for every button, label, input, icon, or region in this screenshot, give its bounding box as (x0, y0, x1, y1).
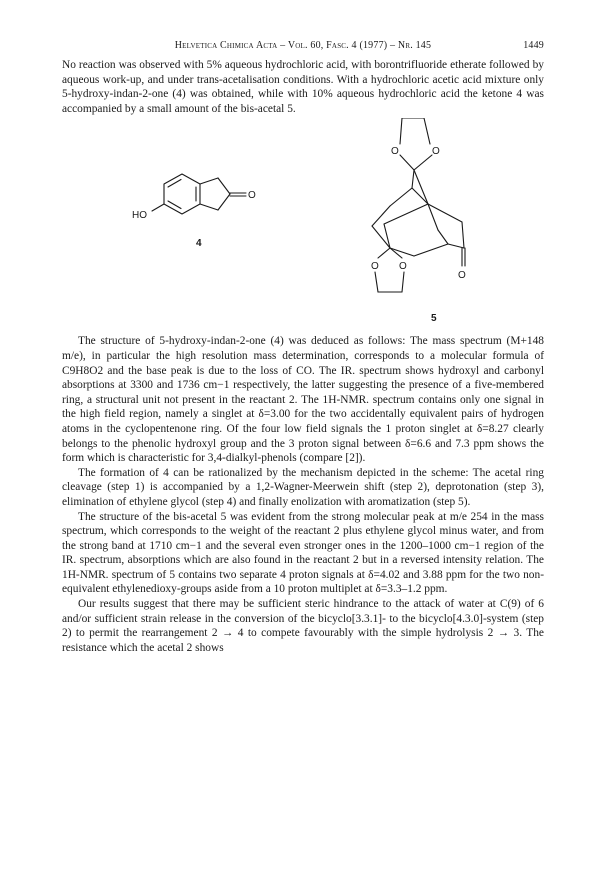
compound-4-structure (132, 174, 256, 249)
atom-oxygen: O (432, 146, 440, 158)
atom-oxygen: O (458, 270, 466, 282)
atom-oxygen: O (391, 146, 399, 158)
structure-figure (62, 118, 544, 328)
paragraph-2: The structure of 5-hydroxy-indan-2-one (4) was deduced as follows: The mass spectrum (M+148 m/e), in particular the high resolution mass determination, corresponds to a molecular formula of C9H8O2 and the base peak is due to the loss of CO. The IR. spectrum shows hydroxyl and carbonyl absorptions at 3300 and 1736 cm−1 respectively, the latter suggesting the presence of a five-membered ring, a structural unit not present in the reactant 2. The 1H-NMR. spectrum contains only one signal in the high field region, namely a singlet at δ=3.00 for the two accidentally equivalent pairs of hydrogen atoms in the cyclopentenone ring. Of the four low field signals the 1 proton singlet at δ=8.27 clearly belongs to the phenolic hydroxyl group and the 3 proton signal between δ=6.6 and 7.3 ppm shows the form which is characteristic for 3,4-dialkyl-phenols (compare [2]). (62, 335, 544, 465)
compound-5-structure (371, 118, 466, 324)
paragraph-5: Our results suggest that there may be sufficient steric hindrance to the attack of water at C(9) of 6 and/or sufficient strain release in the conversion of the bicyclo[3.3.1]- to the bicyclo[4.3.0]-system (step 2) to permit the rearrangement 2 → 4 to compete favourably with the simple hydrolysis 2 → 3. The resistance which the acetal 2 shows (62, 598, 544, 654)
running-header (62, 40, 544, 58)
journal-citation: Helvetica Chimica Acta – Vol. 60, Fasc. 4 (1977) – Nr. 145 (174, 40, 432, 51)
compound-5-label: 5 (431, 313, 437, 325)
benzene-ring (164, 174, 200, 214)
atom-oxygen: O (248, 190, 256, 202)
atom-oxygen: O (399, 261, 407, 273)
atom-oxygen: O (371, 261, 379, 273)
compound-4-label: 4 (196, 238, 202, 250)
chemical-structures (62, 118, 544, 328)
journal-page (62, 40, 544, 655)
paragraph-1: No reaction was observed with 5% aqueous hydrochloric acid, with borontrifluoride etherate followed by aqueous work-up, and under trans-acetalisation conditions. With a hydrochloric acetic acid mixture only 5-hydroxy-indan-2-one (4) was obtained, while with 10% aqueous hydrochloric acid the ketone 4 was accompanied by a small amount of the bis-acetal 5. (62, 59, 544, 115)
atom-hydroxyl: HO (132, 210, 147, 222)
paragraph-3: The formation of 4 can be rationalized by the mechanism depicted in the scheme: The acetal ring cleavage (step 1) is accompanied by a 1,2-Wagner-Meerwein shift (step 2), deprotonation (step 3), elimination of ethylene glycol (step 4) and finally enolization with aromatization (step 5). (62, 466, 544, 508)
paragraph-4: The structure of the bis-acetal 5 was evident from the strong molecular peak at m/e 254 in the mass spectrum, which corresponds to the weight of the reactant 2 plus ethylene glycol minus water, and from the strong band at 1710 cm−1 and the several even stronger ones in the 1200–1000 cm−1 region of the IR. spectrum, absorptions which are also found in the reactant 2 but in a reversed intensity relation. The 1H-NMR. spectrum of 5 contains two separate 4 proton signals at δ=4.02 and 3.88 ppm for the two non-equivalent ethylenedioxy-groups aside from a 10 proton multiplet at δ=3.3–1.2 ppm. (62, 510, 544, 596)
page-number: 1449 (523, 40, 544, 51)
